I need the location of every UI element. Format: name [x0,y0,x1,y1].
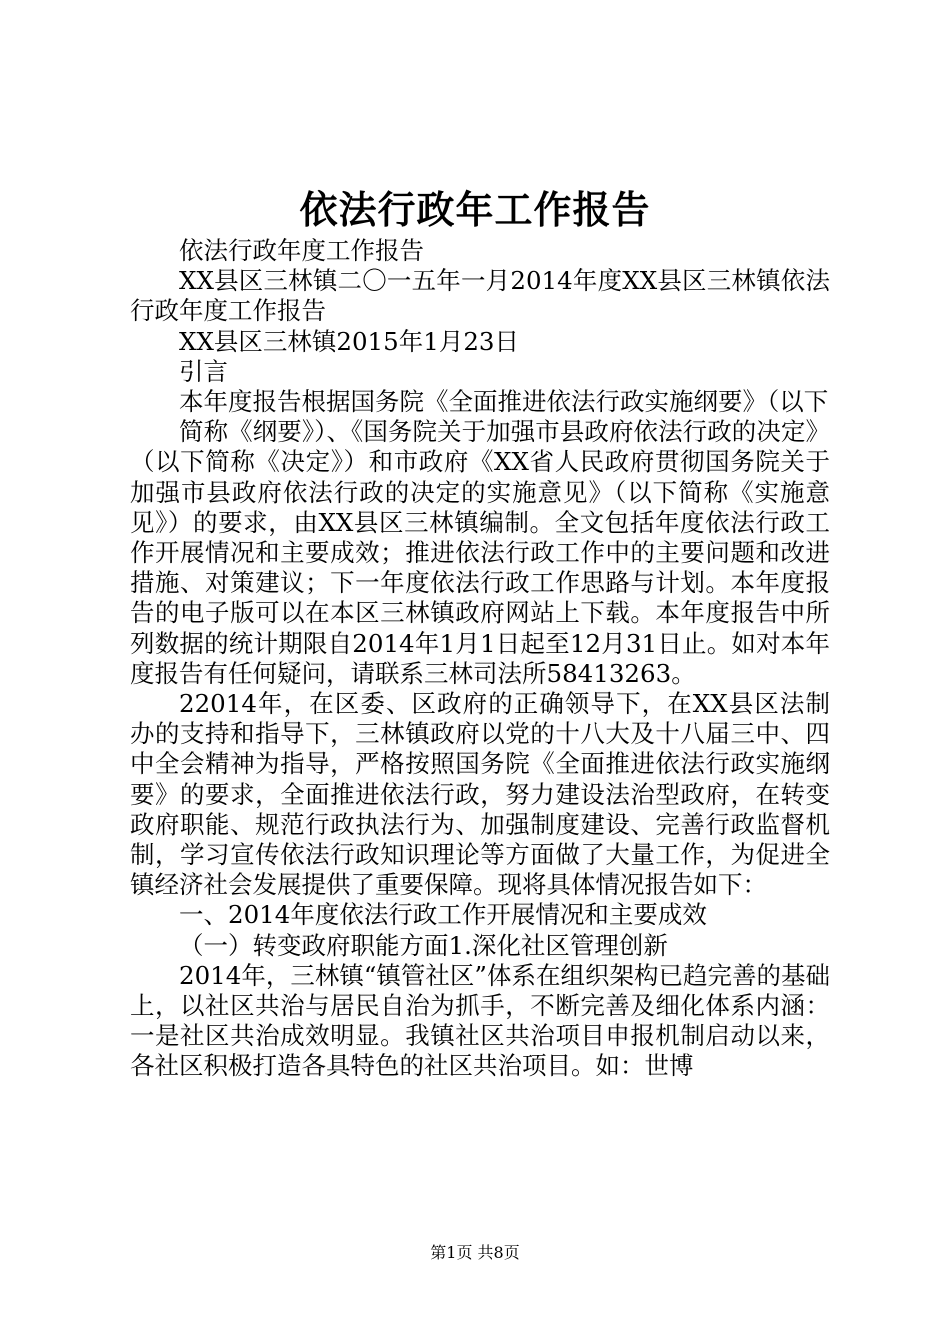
paragraph-issuer-line: XX县区三林镇二〇一五年一月2014年度XX县区三林镇依法行政年度工作报告 [130,266,830,326]
paragraph-overview: 22014年，在区委、区政府的正确领导下，在XX县区法制办的支持和指导下，三林镇政府以党的十八大及十八届三中、四中全会精神为指导，严格按照国务院《全面推进依法行政实施纲要》的要求，全面推进依法行政，努力建设法治型政府，在转变政府职能、规范行政执法行为、加强制度建设、完善行政监督机制，学习宣传依法行政知识理论等方面做了大量工作，为促进全镇经济社会发展提供了重要保障。现将具体情况报告如下： [130,689,830,900]
paragraph-introduction-heading: 引言 [179,356,228,386]
subsection-heading-1: （一）转变政府职能方面1.深化社区管理创新 [179,930,668,960]
paragraph-date-line: XX县区三林镇2015年1月23日 [179,326,519,356]
document-body [130,236,830,1082]
document-title: 依法行政年工作报告 [299,187,651,232]
paragraph-community-management: 2014年，三林镇“镇管社区”体系在组织架构已趋完善的基础上，以社区共治与居民自治为抓手，不断完善及细化体系内涵：一是社区共治成效明显。我镇社区共治项目申报机制启动以来，各社区积极打造各具特色的社区共治项目。如：世博 [130,960,830,1081]
section-heading-1: 一、2014年度依法行政工作开展情况和主要成效 [179,900,707,930]
paragraph-intro-body: 简称《纲要》）、《国务院关于加强市县政府依法行政的决定》（以下简称《决定》）和市政府《XX省人民政府贯彻国务院关于加强市县政府依法行政的决定的实施意见》（以下简称《实施意见》）的要求，由XX县区三林镇编制。全文包括年度依法行政工作开展情况和主要成效；推进依法行政工作中的主要问题和改进措施、对策建议；下一年度依法行政工作思路与计划。本年度报告的电子版可以在本区三林镇政府网站上下载。本年度报告中所列数据的统计期限自2014年1月1日起至12月31日止。如对本年度报告有任何疑问，请联系三林司法所58413263。 [130,417,830,688]
paragraph-heading-annual-report: 依法行政年度工作报告 [179,236,424,265]
paragraph-intro-line: 本年度报告根据国务院《全面推进依法行政实施纲要》（以下 [179,387,829,417]
page-number-footer: 第1页 共8页 [430,1243,520,1262]
